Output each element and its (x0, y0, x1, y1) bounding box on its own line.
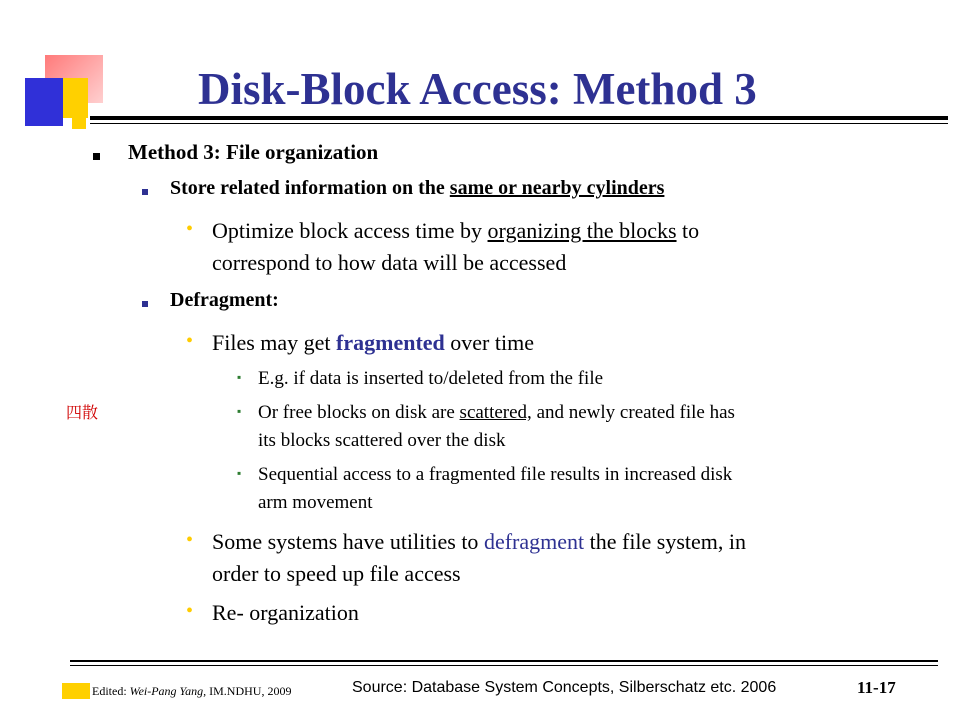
bullet-free-blocks-line2: its blocks scattered over the disk (258, 430, 506, 451)
highlight-text: defragment (483, 529, 585, 554)
bullet-eg: E.g. if data is inserted to/deleted from the file (258, 368, 604, 389)
bullet-text: to (676, 218, 700, 243)
highlight-text: fragmented (336, 330, 445, 355)
bullet-method3: Method 3: File organization (128, 140, 379, 164)
bullet-text: Optimize block access time by (212, 218, 488, 243)
bullet-arrow-icon: ▪ (237, 404, 242, 418)
bullet-dot-icon: • (186, 330, 194, 352)
bullet-utilities (212, 529, 746, 555)
bullet-sequential: Sequential access to a fragmented file results in increased disk (258, 464, 733, 485)
bullet-text: Some systems have utilities to (212, 529, 484, 554)
bullet-store-related (170, 177, 664, 200)
footer-logo-box (62, 683, 90, 699)
bullet-arrow-icon: ▪ (237, 370, 242, 384)
slide-title: Disk-Block Access: Method 3 (198, 64, 757, 114)
bullet-optimize-line2: correspond to how data will be accessed (212, 250, 567, 275)
bullet-square-icon (93, 153, 100, 160)
bullet-utilities-line2: order to speed up file access (212, 561, 461, 586)
footer-org: IM.NDHU, 2009 (206, 684, 292, 698)
bullet-dot-icon: • (186, 218, 194, 240)
bullet-reorganization: Re- organization (212, 600, 359, 625)
bullet-sequential-line2: arm movement (258, 492, 373, 513)
bullet-text: Store related information on the (170, 177, 450, 199)
title-rule-thin (90, 123, 948, 124)
footer-rule-thick (70, 660, 938, 662)
footer-author: Wei-Pang Yang, (129, 684, 207, 698)
bullet-square-icon (142, 301, 148, 307)
bullet-text: Or free blocks on disk are (258, 402, 460, 423)
bullet-text: the file system, in (584, 529, 747, 554)
bullet-dot-icon: • (186, 600, 194, 622)
page-number: 11-17 (857, 678, 896, 697)
underlined-text: scattered, (459, 402, 532, 423)
underlined-text: same or nearby cylinders (449, 177, 665, 199)
title-rule-thick (90, 116, 948, 120)
footer-source: Source: Database System Concepts, Silberschatz etc. 2006 (352, 679, 777, 696)
bullet-square-icon (142, 189, 148, 195)
bullet-arrow-icon: ▪ (237, 466, 242, 480)
bullet-free-blocks (258, 402, 735, 424)
bullet-text: over time (444, 330, 534, 355)
footer-rule-thin (70, 665, 938, 666)
bullet-text: Files may get (212, 330, 337, 355)
logo-square-small (72, 117, 86, 129)
bullet-defragment: Defragment: (170, 289, 279, 311)
bullet-optimize (212, 218, 699, 244)
footer-edited (92, 684, 291, 699)
annotation-note: 四散 (66, 403, 99, 422)
bullet-dot-icon: • (186, 529, 194, 551)
bullet-text: and newly created file has (531, 402, 735, 423)
footer-edited-label: Edited: (92, 684, 130, 698)
logo-square-blue (25, 78, 63, 126)
underlined-text: organizing the blocks (487, 218, 677, 243)
bullet-files-fragmented (212, 330, 534, 356)
